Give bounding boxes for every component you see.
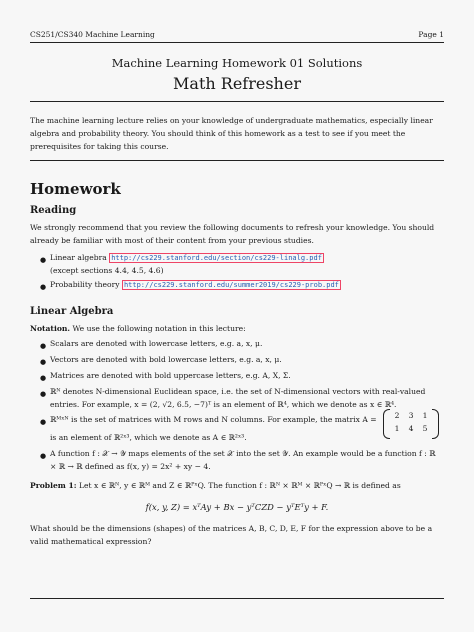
- notation-item-scalars: Scalars are denoted with lowercase letters, e.g. a, x, μ.: [50, 339, 263, 348]
- bullet-icon: ●: [40, 358, 47, 366]
- reading-item-note: (except sections 4.4, 4.5, 4.6): [50, 265, 164, 275]
- notation-item-matrix-set-continued: is an element of ℝ²ˣ³, which we denote as A ∈ ℝ²ˣ³.: [50, 433, 247, 442]
- bullet-icon: ●: [40, 418, 47, 426]
- problem-1-equation: f(x, y, Z) = xᵀAy + Bx − yᵀCZD − yᵀEᵀy + F.: [145, 502, 329, 512]
- matrix-cell: 3: [408, 411, 414, 420]
- header-rule: [30, 42, 444, 43]
- bullet-icon: ●: [40, 374, 47, 382]
- problem-1-label: Problem 1:: [30, 481, 77, 490]
- reading-item-linear-algebra: [50, 252, 442, 277]
- header-course: CS251/CS340 Machine Learning: [30, 30, 155, 39]
- reading-item-probability: [50, 279, 442, 292]
- matrix-cell: 1: [422, 411, 428, 420]
- matrix-cell: 4: [408, 424, 414, 433]
- reading-item-label: Probability theory: [50, 280, 120, 289]
- problem-1-text: Let x ∈ ℝᴺ, y ∈ ℝᴹ and Z ∈ ℝᴾˣQ. The function f : ℝᴺ × ℝᴹ × ℝᴾˣQ → ℝ is defined as: [79, 481, 401, 490]
- bullet-icon: ●: [40, 390, 47, 398]
- reading-paragraph: We strongly recommend that you review the following documents to refresh your knowledge. You should already be familiar with most of their content from your previous studies.: [30, 223, 435, 245]
- subsection-heading-reading: Reading: [30, 205, 77, 216]
- title-rule: [30, 101, 444, 102]
- bullet-icon: ●: [40, 452, 47, 460]
- notation-item-function: A function f : 𝒳 → 𝒴 maps elements of the set 𝒳 into the set 𝒴. An example would be a function f : ℝ × ℝ → ℝ defined as f(x, y) = 2x² + xy − 4.: [50, 449, 436, 471]
- notation-paragraph: [30, 322, 444, 335]
- reading-item-label: Linear algebra: [50, 253, 107, 262]
- notation-text: We use the following notation in this lecture:: [72, 324, 246, 333]
- notation-item-matrices: Matrices are denoted with bold uppercase letters, e.g. A, X, Σ.: [50, 371, 291, 380]
- notation-item-matrix-set: ℝᴹˣᴺ is the set of matrices with M rows and N columns. For example, the matrix A =: [50, 415, 377, 424]
- matrix-cell: 2: [394, 411, 400, 420]
- section-heading-homework: Homework: [30, 180, 121, 198]
- footer-rule: [30, 598, 444, 599]
- bullet-icon: ●: [40, 256, 47, 264]
- probability-theory-link[interactable]: http://cs229.stanford.edu/summer2019/cs229-prob.pdf: [123, 281, 339, 289]
- subsection-heading-linear-algebra: Linear Algebra: [30, 306, 114, 317]
- matrix-cell: 5: [422, 424, 428, 433]
- matrix-cell: 1: [394, 424, 400, 433]
- notation-label: Notation.: [30, 324, 71, 333]
- bullet-icon: ●: [40, 283, 47, 291]
- document-title: Math Refresher: [173, 74, 301, 93]
- intro-rule: [30, 160, 444, 161]
- bullet-icon: ●: [40, 342, 47, 350]
- document-subtitle: Machine Learning Homework 01 Solutions: [111, 56, 363, 70]
- header-page-number: Page 1: [418, 30, 444, 39]
- intro-paragraph: The machine learning lecture relies on your knowledge of undergraduate mathematics, especially linear algebra and probability theory. You should think of this homework as a test to see if you meet the prerequisites for taking this course.: [30, 116, 433, 151]
- linear-algebra-link[interactable]: http://cs229.stanford.edu/section/cs229-linalg.pdf: [111, 254, 322, 262]
- notation-item-euclidean-space: ℝᴺ denotes N-dimensional Euclidean space, i.e. the set of N-dimensional vectors with real-valued entries. For example, x = (2, √2, 6.5, −7)ᵀ is an element of ℝ⁴, which we denote as x ∈ ℝ⁴.: [50, 387, 426, 409]
- problem-1-question: What should be the dimensions (shapes) of the matrices A, B, C, D, E, F for the expression above to be a valid mathematical expression?: [30, 524, 433, 546]
- problem-1-statement: [30, 479, 444, 492]
- notation-item-vectors: Vectors are denoted with bold lowercase letters, e.g. a, x, μ.: [50, 355, 282, 364]
